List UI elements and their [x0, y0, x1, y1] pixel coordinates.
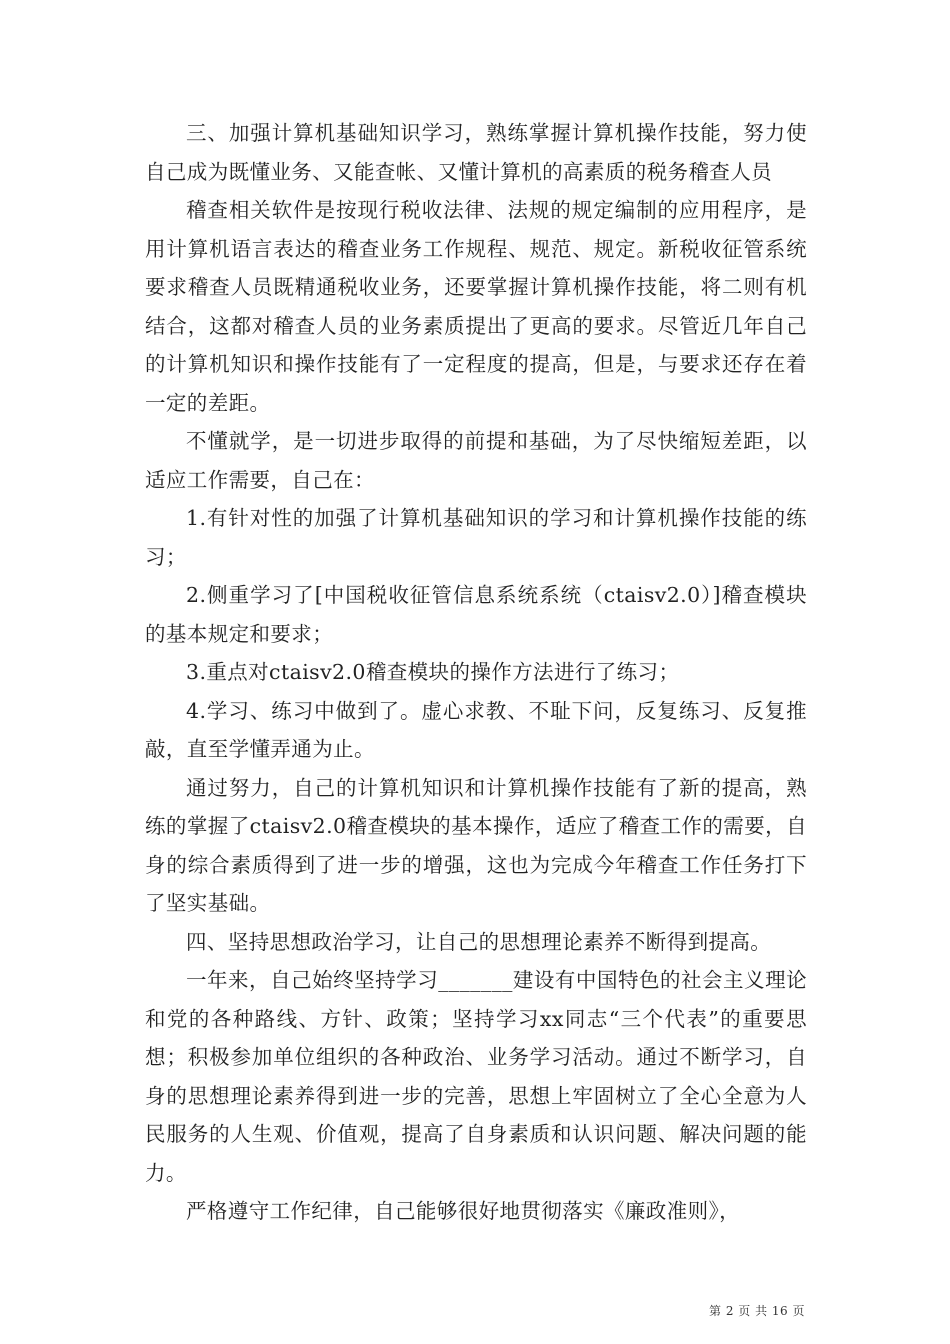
paragraph: 不懂就学，是一切进步取得的前提和基础，为了尽快缩短差距，以适应工作需要，自己在： — [145, 429, 807, 492]
list-item: 2.侧重学习了[中国税收征管信息系统系统（ctaisv2.0）]稽查模块的基本规定和要求； — [145, 583, 807, 646]
paragraph-section-four-heading: 四、坚持思想政治学习，让自己的思想理论素养不断得到提高。 — [186, 929, 772, 954]
list-item: 4.学习、练习中做到了。虚心求教、不耻下问，反复练习、反复推敲，直至学懂弄通为止。 — [145, 698, 807, 761]
paragraph: 通过努力，自己的计算机知识和计算机操作技能有了新的提高，熟练的掌握了ctaisv2.0稽查模块的基本操作，适应了稽查工作的需要，自身的综合素质得到了进一步的增强，这也为完成今年稽查工作任务打下了坚实基础。 — [145, 775, 807, 915]
paragraph: 严格遵守工作纪律，自己能够很好地贯彻落实《廉政准则》， — [186, 1199, 741, 1223]
list-item: 1.有针对性的加强了计算机基础知识的学习和计算机操作技能的练习； — [145, 506, 807, 569]
paragraph: 稽查相关软件是按现行税收法律、法规的规定编制的应用程序，是用计算机语言表达的稽查业务工作规程、规范、规定。新税收征管系统要求稽查人员既精通税收业务，还要掌握计算机操作技能，将二则有机结合，这都对稽查人员的业务素质提出了更高的要求。尽管近几年自己的计算机知识和操作技能有了一定程度的提高，但是，与要求还存在着一定的差距。 — [145, 198, 807, 415]
page-number-footer: 第 2 页 共 16 页 — [709, 1304, 805, 1318]
document-body — [145, 114, 807, 1231]
list-item: 3.重点对ctaisv2.0稽查模块的操作方法进行了练习； — [186, 660, 680, 684]
paragraph-section-three-heading: 三、加强计算机基础知识学习，熟练掌握计算机操作技能，努力使自己成为既懂业务、又能查帐、又懂计算机的高素质的税务稽查人员 — [145, 121, 807, 184]
paragraph: 一年来，自己始终坚持学习_______建设有中国特色的社会主义理论和党的各种路线、方针、政策；坚持学习xx同志“三个代表”的重要思想；积极参加单位组织的各种政治、业务学习活动。通过不断学习，自身的思想理论素养得到进一步的完善，思想上牢固树立了全心全意为人民服务的人生观、价值观，提高了自身素质和认识问题、解决问题的能力。 — [145, 968, 807, 1185]
